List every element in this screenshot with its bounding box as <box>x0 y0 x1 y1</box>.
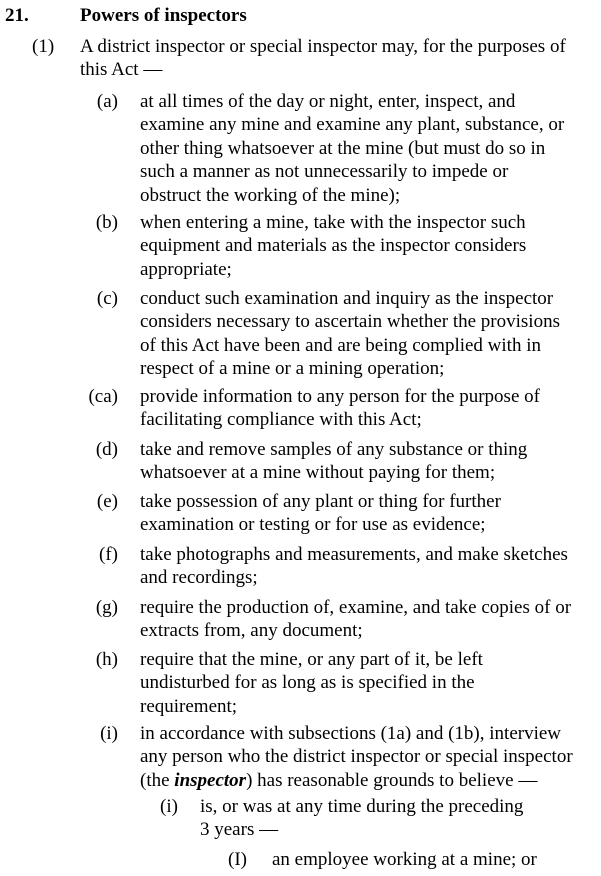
paragraph-text <box>140 648 483 718</box>
paragraph-label: (b) <box>95 212 118 233</box>
text-line <box>140 769 573 792</box>
text-line: obstruct the working of the mine); <box>140 184 401 206</box>
text-line: appropriate; <box>140 258 232 280</box>
text-line: in accordance with subsections (1a) and (1b), interview <box>140 723 562 744</box>
paragraph-text <box>140 211 526 281</box>
text-line: 3 years — <box>200 819 279 841</box>
paragraph-label: (a) <box>96 91 118 112</box>
paragraph-label: (g) <box>95 597 118 618</box>
paragraph-label: (d) <box>95 439 118 460</box>
text-line: facilitating compliance with this Act; <box>140 409 422 431</box>
text-line: other thing whatsoever at the mine (but must do so in <box>140 137 546 159</box>
subparagraph-text <box>200 795 523 842</box>
paragraph-text <box>140 596 571 643</box>
text-line: of this Act have been and are being complied with in <box>140 334 541 356</box>
text-line: this Act — <box>80 59 163 81</box>
paragraph-text <box>140 385 540 432</box>
text-fragment: (the <box>140 769 175 791</box>
defined-term: inspector <box>174 769 247 791</box>
text-fragment: ) has reasonable grounds to believe — <box>246 769 538 791</box>
text-line: respect of a mine or a mining operation; <box>140 358 445 380</box>
text-line: examine any mine and examine any plant, substance, or <box>140 114 565 136</box>
subsection-text <box>80 35 566 82</box>
paragraph-label: (h) <box>95 649 118 670</box>
text-line: conduct such examination and inquiry as the inspector <box>140 288 554 309</box>
clause-text: an employee working at a mine; or <box>272 849 537 870</box>
paragraph-text <box>140 490 501 537</box>
text-line: provide information to any person for the purpose of <box>140 386 540 407</box>
paragraph-label: (f) <box>99 544 118 565</box>
text-line: requirement; <box>140 695 238 717</box>
paragraph-text <box>140 287 560 381</box>
text-line: and recordings; <box>140 567 258 589</box>
text-line: when entering a mine, take with the inspector such <box>140 212 526 233</box>
text-line: take and remove samples of any substance or thing <box>140 439 528 460</box>
text-line: require the production of, examine, and take copies of or <box>140 597 572 618</box>
text-line: whatsoever at a mine without paying for them; <box>140 462 496 484</box>
paragraph-label: (i) <box>100 723 118 744</box>
text-line: any person who the district inspector or special inspector <box>140 746 573 768</box>
section-title: Powers of inspectors <box>80 5 247 26</box>
text-line: considers necessary to ascertain whether the provisions <box>140 311 560 333</box>
paragraph-label: (ca) <box>88 386 118 407</box>
paragraph-text <box>140 722 573 792</box>
text-line: take photographs and measurements, and make sketches <box>140 544 568 565</box>
text-line: undisturbed for as long as is specified in the <box>140 672 475 694</box>
text-line: is, or was at any time during the preceding <box>200 796 524 817</box>
text-line: examination or testing or for use as evidence; <box>140 514 486 536</box>
paragraph-text <box>140 438 527 485</box>
text-line: A district inspector or special inspector may, for the purposes of <box>80 36 566 57</box>
paragraph-label: (c) <box>96 288 118 309</box>
text-line: equipment and materials as the inspector considers <box>140 235 527 257</box>
text-line: take possession of any plant or thing for further <box>140 491 501 512</box>
text-line: such a manner as not unnecessarily to impede or <box>140 161 509 183</box>
paragraph-label: (e) <box>96 491 118 512</box>
paragraph-text <box>140 90 564 207</box>
text-line: extracts from, any document; <box>140 620 363 642</box>
section-number: 21. <box>5 5 29 26</box>
subsection-number: (1) <box>32 36 55 57</box>
clause-label: (I) <box>228 849 247 870</box>
text-line: require that the mine, or any part of it, be left <box>140 649 483 670</box>
subparagraph-label: (i) <box>160 796 178 817</box>
text-line: at all times of the day or night, enter, inspect, and <box>140 91 516 112</box>
paragraph-text <box>140 543 568 590</box>
